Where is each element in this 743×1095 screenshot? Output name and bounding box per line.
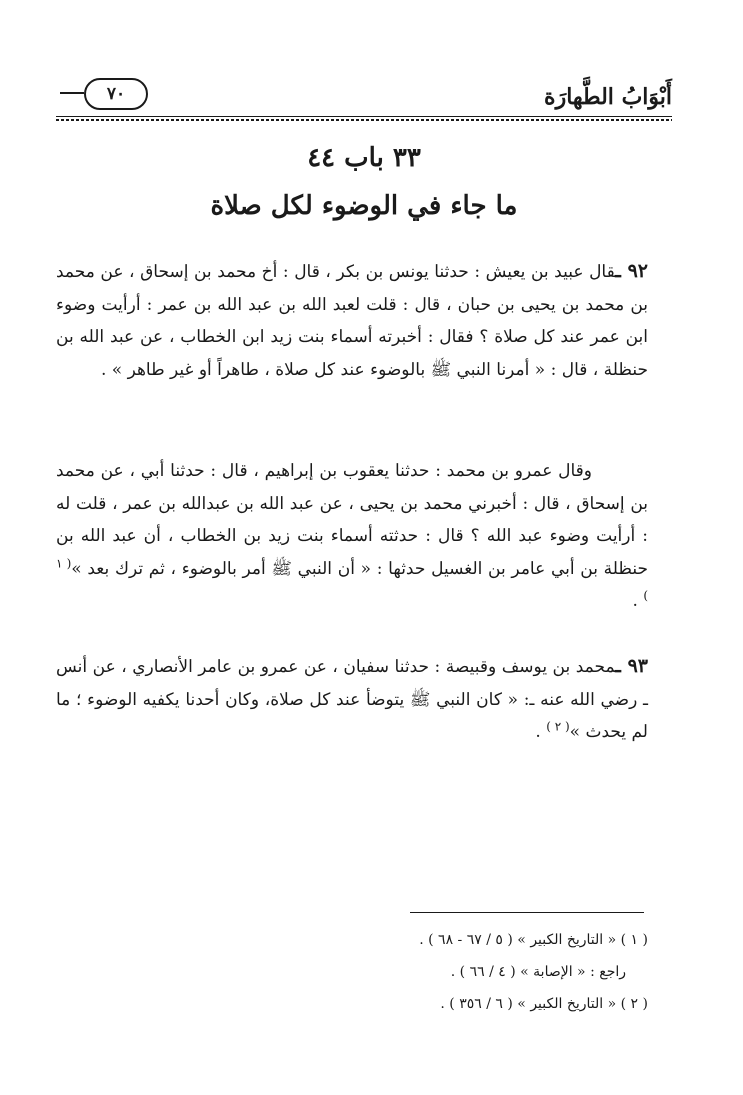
footnote-ref[interactable]: ( ٢ ) xyxy=(546,719,570,734)
paragraph-end: . xyxy=(535,722,547,742)
paragraph-text: وقال عمرو بن محمد : حدثنا يعقوب بن إبراهيم ، قال : حدثنا أبي ، عن محمد بن إسحاق ، قال : أخبرني محمد بن يحيى ، عن عبد الله بن عبدالله بن عمر ، قلت له : أرأيت وضوء عبد الله ؟ قال : حدثته أسماء بنت زيد بن الخطاب ، أن عبد الله بن حنظلة بن أبي عامر بن الغسيل حدثها : « أن النبي ﷺ أمر بالوضوء ، ثم ترك بعد » xyxy=(56,461,648,579)
header-divider xyxy=(56,116,672,121)
footnote-divider xyxy=(410,912,644,913)
running-title: أَبْوَابُ الطَّهارَة xyxy=(544,84,672,110)
footnotes xyxy=(200,924,648,1020)
paragraph-92-continuation xyxy=(56,455,648,618)
paragraph-text: قال عبيد بن يعيش : حدثنا يونس بن بكر ، قال : أخ محمد بن إسحاق ، عن محمد بن محمد بن يحيى بن حبان ، قال : قلت لعبد الله بن عبد الله بن عمر : أرأيت وضوء ابن عمر عند كل صلاة ؟ فقال : أخبرته أسماء بنت زيد ابن الخطاب ، عن عبد الله بن حنظلة ، قال : « أمرنا النبي ﷺ بالوضوء عند كل صلاة ، طاهراً أو غير طاهر » . xyxy=(56,262,648,380)
paragraph-text: محمد بن يوسف وقبيصة : حدثنا سفيان ، عن عمرو بن عامر الأنصاري ، عن أنس ـ رضي الله عنه ـ: « كان النبي ﷺ يتوضأ عند كل صلاة، وكان أحدنا يكفيه الوضوء ؛ ما لم يحدث » xyxy=(56,657,648,742)
hadith-number: ٩٣ ـ xyxy=(615,655,648,677)
paragraph-92 xyxy=(56,255,648,386)
footnote-ref[interactable]: ( ١ ) xyxy=(56,555,648,603)
paragraph-93 xyxy=(56,650,648,749)
footnote-2: ( ٢ ) « التاريخ الكبير » ( ٦ / ٣٥٦ ) . xyxy=(440,996,648,1012)
hadith-number: ٩٢ ـ xyxy=(615,260,648,282)
page-header xyxy=(56,78,672,124)
paragraph-end: . xyxy=(632,591,644,611)
chapter-title: ٣٣ باب ٤٤ xyxy=(307,143,421,173)
page-number: ٧٠ xyxy=(84,78,148,110)
footnote-1: ( ١ ) « التاريخ الكبير » ( ٥ / ٦٧ - ٦٨ ) . xyxy=(419,932,648,948)
footnote-1-continuation: راجع : « الإصابة » ( ٤ / ٦٦ ) . xyxy=(450,964,626,980)
chapter-subtitle: ما جاء في الوضوء لكل صلاة xyxy=(210,191,518,221)
